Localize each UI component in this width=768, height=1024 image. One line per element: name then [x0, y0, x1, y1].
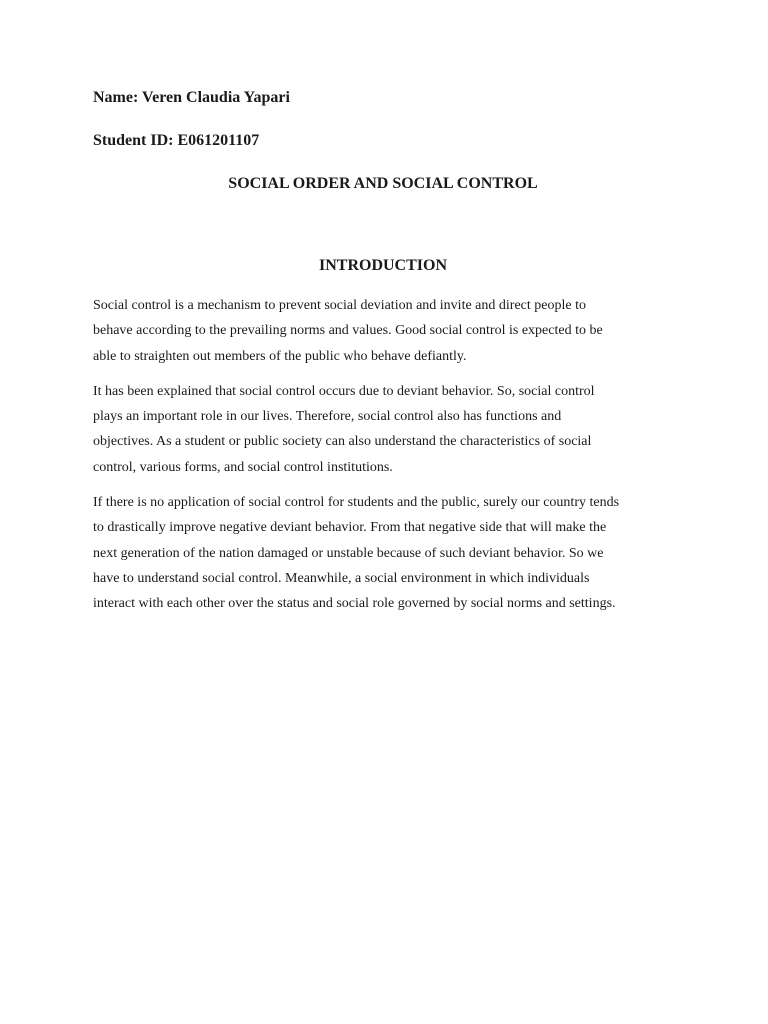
- paragraph-2: [93, 379, 683, 480]
- paragraph-line: objectives. As a student or public society can also understand the characteristics of social: [93, 434, 592, 450]
- paragraph-line: plays an important role in our lives. Therefore, social control also has functions and: [93, 409, 562, 425]
- section-heading-introduction: INTRODUCTION: [318, 257, 447, 274]
- paragraph-3: [93, 490, 683, 616]
- paragraph-line: able to straighten out members of the public who behave defiantly.: [93, 348, 467, 364]
- paragraph-line: Social control is a mechanism to prevent social deviation and invite and direct people to: [93, 298, 586, 313]
- paragraph-line: control, various forms, and social control institutions.: [93, 459, 393, 475]
- student-name-line: Name: Veren Claudia Yapari: [93, 89, 290, 106]
- paragraph-line: behave according to the prevailing norms and values. Good social control is expected to be: [93, 323, 603, 339]
- paragraph-1: [93, 293, 683, 369]
- paragraph-line: It has been explained that social control occurs due to deviant behavior. So, social control: [93, 383, 595, 399]
- document-title: SOCIAL ORDER AND SOCIAL CONTROL: [228, 175, 538, 192]
- document-page: [93, 86, 683, 617]
- paragraph-line: interact with each other over the status and social role governed by social norms and settings.: [93, 596, 616, 612]
- paragraph-line: have to understand social control. Meanwhile, a social environment in which individuals: [93, 570, 590, 586]
- student-id-line: Student ID: E061201107: [93, 132, 260, 149]
- paragraph-line: to drastically improve negative deviant behavior. From that negative side that will make the: [93, 520, 607, 536]
- paragraph-line: If there is no application of social control for students and the public, surely our country tends: [93, 495, 620, 511]
- paragraph-line: next generation of the nation damaged or unstable because of such deviant behavior. So we: [93, 545, 604, 561]
